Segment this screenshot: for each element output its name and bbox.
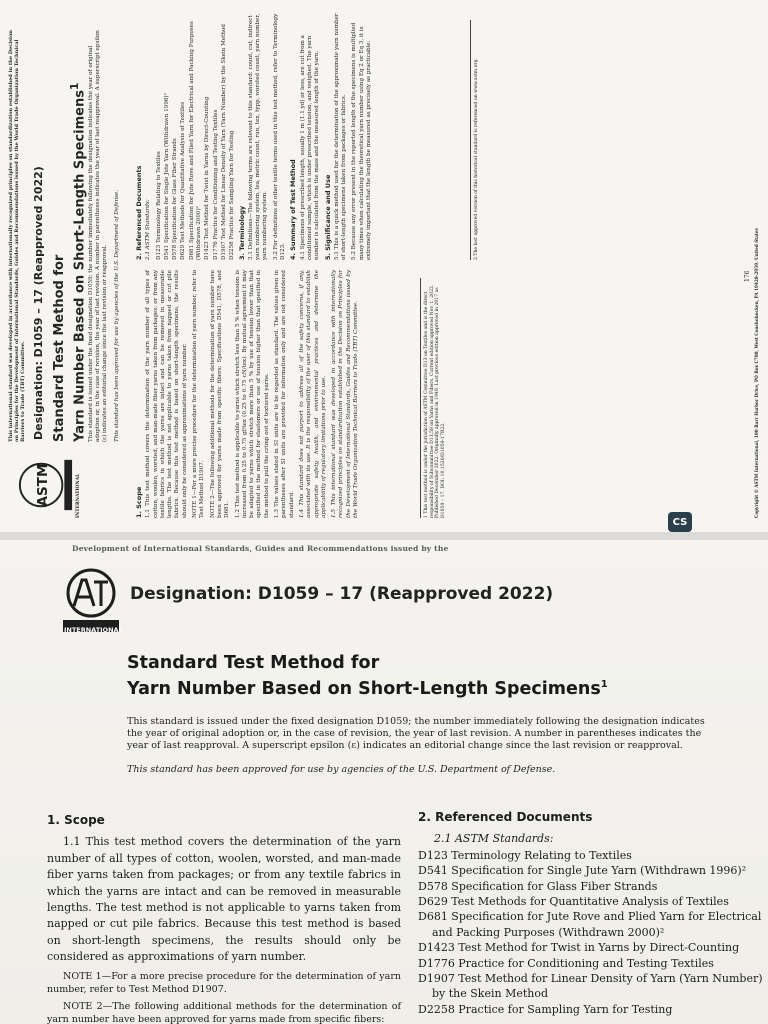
upright-ref-item: D1423 Test Method for Twist in Yarns by Direct-Counting (418, 941, 740, 955)
rotated-ref-item: D123 Terminology Relating to Textiles (155, 151, 162, 260)
title-line1: Standard Test Method for (127, 653, 380, 673)
rotated-ref-item: D629 Test Methods for Quantitative Analysis of Textiles (180, 101, 187, 260)
title-line2-text: Yarn Number Based on Short-Length Specimens (127, 678, 601, 699)
rotated-column-left (134, 270, 363, 518)
column-left (47, 812, 401, 1024)
rotated-note-1: NOTE 1—For a more precise procedure for the determination of yarn number, refer to Test Method D1907. (192, 270, 206, 518)
upright-ref-item: D123 Terminology Relating to Textiles (418, 848, 632, 862)
rotated-title (52, 22, 87, 442)
rotated-title-line2 (67, 22, 87, 442)
rotated-approved: This standard has been approved for use by agencies of the U.S. Department of Defense. (114, 189, 120, 442)
rotated-footnote-1: 1 This test method is under the jurisdiction of ASTM Committee D13 on Textiles and is the direct responsibility of Subcommittee D13.58 on Yarns and Fibers. Current edition approved Nov. 1, 2022. Published December 2022. Originally approved in 1949. Last previous edition approved in 2017 as D1059 – 17. DOI: 10.1520/D1059-17R22. (420, 278, 446, 518)
rotated-refs-heading: 2. Referenced Documents (135, 165, 143, 260)
refs-sub: 2.1 ASTM Standards: (434, 832, 554, 846)
rotated-ref-item: D578 Specification for Glass Fiber Strands (172, 138, 179, 260)
rotated-page-number: 176 (744, 270, 751, 282)
rotated-logo-text: INTERNATIONAL (76, 473, 81, 518)
rotated-title-line2-text: Yarn Number Based on Short-Length Specimens (72, 90, 88, 442)
rotated-title-footnote-mark: 1 (68, 82, 81, 91)
page-top-line: Development of International Standards, Guides and Recommendations issued by the (72, 544, 449, 553)
rotated-summary-heading: 4. Summary of Test Method (289, 159, 298, 260)
rotated-header-note: This international standard was developed in accordance with internationally recognized principles on standardization established in the Decision on Principles for the Development of International Standards, Guides and Recommendations issued by the World Trade Organization Technical Barriers to Trade (TBT) Committee. (8, 30, 26, 442)
column-right (418, 810, 768, 1017)
rotated-ref-item: D681 Specification for Jute Rove and Plied Yarn for Electrical and Packing Purposes (Withdrawn 2000)² (188, 21, 203, 260)
rotated-terminology-3-1: 3.1 Definitions—The following terms are relevant to this standard: count, cut, indirect yarn numbering system, lea, metric count, run, tex, typp, worsted count, yarn number, yarn numbering system. (247, 13, 269, 260)
rotated-scope-1-2: 1.2 This test method is applicable to yarns which stretch less than 5 % when tension is increased from 0.25 to 0.75 gf/tex (0.25 to 0.75 cN/tex). By mutual agreement it may be adapted to yarns which stretch more than 5 % by use of tension lower than that specified in the method for elastomers or use of tension higher than that specified in the method to pull the crimp out of textured yarns. (234, 270, 270, 518)
upright-ref-item: D578 Specification for Glass Fiber Strands (418, 879, 658, 893)
upright-ref-item: D1907 Test Method for Linear Density of Yarn (Yarn Number) by the Skein Method (418, 972, 763, 1001)
approval-statement: This standard has been approved for use by agencies of the U.S. Department of Defense. (127, 764, 556, 775)
upright-ref-item: D629 Test Methods for Quantitative Analysis of Textiles (418, 895, 729, 909)
note-1: NOTE 1—For a more precise procedure for the determination of yarn number, refer to Test Method D1907. (47, 970, 401, 995)
rotated-scope-1-4: 1.4 This standard does not purport to address all of the safety concerns, if any, associated with its use. It is the responsibility of the user of this standard to establish appropriate safety, health, and environmental practices and determine the applicability of regulatory limitations prior to use. (298, 270, 327, 518)
document-title (127, 652, 608, 700)
rotated-footnote-2: 2 The last approved version of this historical standard is referenced on www.astm.org. (470, 20, 480, 260)
rotated-ref-item: D1423 Test Method for Twist in Yarns by Direct-Counting (204, 96, 211, 260)
rotated-designation: Designation: D1059 – 17 (Reapproved 2022) (32, 166, 45, 440)
note-2: NOTE 2—The following additional methods for the determination of yarn number have been approved for yarns made from specific fibers: (47, 1000, 401, 1024)
upright-ref-item: D681 Specification for Jute Rove and Plied Yarn for Electrical and Packing Purposes (Withdrawn 2000)² (418, 910, 762, 939)
rotated-terminology-heading: 3. Terminology (237, 205, 246, 260)
svg-text:ASTM: ASTM (34, 463, 51, 507)
title-line2 (127, 674, 608, 700)
rotated-scope-1-5: 1.5 This international standard was developed in accordance with internationally recognized principles on standardization established in the Decision on Principles for the Development of International Standards, Guides and Recommendations issued by the World Trade Organization Technical Barriers to Trade (TBT) Committee. (331, 270, 360, 518)
rotated-refs-sub: 2.1 ASTM Standards: (145, 199, 152, 260)
rotated-column-right (134, 12, 376, 260)
rotated-scope-1-3: 1.3 The values stated in SI units are to be regarded as standard. The values given in parentheses after SI units are provided for information only and are not considered standard. (274, 270, 295, 518)
issuance-notice: This standard is issued under the fixed designation D1059; the number immediately following the designation indicates the year of original adoption or, in the case of revision, the year of last revision. A number in parentheses indicates the year of last reapproval. A superscript epsilon (ε) indicates an editorial change since the last revision or reapproval. (127, 716, 705, 751)
upright-ref-item: D2258 Practice for Sampling Yarn for Testing (418, 1002, 673, 1016)
rotated-copyright: Copyright © ASTM International, 100 Barr Harbor Drive, PO Box C700, West Conshohocken, PA 19428-2959. United States (754, 228, 759, 518)
rotated-ref-item: D541 Specification for Single Jute Yarn (Withdrawn 1996)² (163, 93, 170, 260)
designation: Designation: D1059 – 17 (Reapproved 2022) (130, 584, 554, 604)
rotated-ref-item: D2258 Practice for Sampling Yarn for Testing (229, 130, 236, 260)
rotated-terminology-3-2: 3.2 For definitions of other textile terms used in this test method, refer to Terminology D123. (272, 13, 287, 260)
upright-ref-item: D1776 Practice for Conditioning and Testing Textiles (418, 956, 714, 970)
rotated-significance-heading: 5. Significance and Use (323, 174, 332, 260)
rotated-scope-1-1: 1.1 This test method covers the determination of the yarn number of all types of cotton, woolen, worsted, and man-made fiber yarns taken from packages; or from any textile fabrics in which the yarns are intact and can be removed in measurable lengths. The test method is not applicable to yarns taken from napped or cut pile fabrics. Because this test method is based on short-length specimens, the results should only be considered as approximations of yarn number. (145, 270, 188, 518)
rotated-significance-5-2: 5.2 Because any error present in the reported length of the specimens is multiplied many times when calculating the theoretical yarn number using Eq 2 or Eq 3, it is extremely important that the length be measured as precisely as practicable. (351, 22, 373, 260)
rotated-note-2: NOTE 2—The following additional methods for the determination of yarn number have been approved for yarns made from specific fibers: Specifications D541, D578, and D681. (209, 270, 231, 518)
rotated-summary-4-1: 4.1 Specimens of prescribed length, usually 1 m (1.1 yd) or less, are cut from a conditioned sample, which is under prescribed tension, and weighed. The yarn number is calculated from the mass and the measured length of the yarn. (299, 35, 321, 260)
scope-heading: 1. Scope (47, 813, 105, 827)
upright-page-photo (0, 540, 768, 1024)
camscanner-badge: CS (668, 512, 692, 532)
rotated-refs-list (156, 12, 237, 260)
rotated-significance-5-1: 5.1 This is a quick method used for the determination of the approximate yarn number of short-length specimens taken from packages or fabrics. (333, 13, 348, 260)
logo-international-text: INTERNATIONAL (64, 626, 123, 634)
rotated-ref-item: D1907 Test Method for Linear Density of Yarn (Yarn Number) by the Skein Method (220, 24, 227, 260)
upright-ref-item: D541 Specification for Single Jute Yarn (Withdrawn 1996)² (418, 864, 747, 878)
scope-1-1: 1.1 This test method covers the determination of the yarn number of all types of cotton, woolen, worsted, and man-made fiber yarns taken from packages; or from any textile fabrics in which the yarns are intact and can be removed in measurable lengths. The test method is not applicable to yarns taken from napped or cut pile fabrics. Because this test method is based on short-length specimens, the results should only be considered as approximations of yarn number. (47, 835, 401, 964)
rotated-title-line1: Standard Test Method for (52, 254, 67, 442)
rotated-ref-item: D1776 Practice for Conditioning and Testing Textiles (212, 109, 219, 260)
rotated-notice: This standard is issued under the fixed designation D1059; the number immediately following the designation indicates the year of original adoption or, in the case of revision, the year of last revision. A number in parentheses indicates the year of last reapproval. A superscript epsilon (ε) indicates an editorial change since the last revision or reapproval. (88, 30, 108, 442)
title-footnote-mark: 1 (600, 679, 608, 690)
refs-list (418, 848, 768, 1017)
refs-heading: 2. Referenced Documents (418, 810, 593, 824)
astm-logo-icon (16, 456, 74, 514)
rotated-scope-heading: 1. Scope (135, 486, 143, 518)
